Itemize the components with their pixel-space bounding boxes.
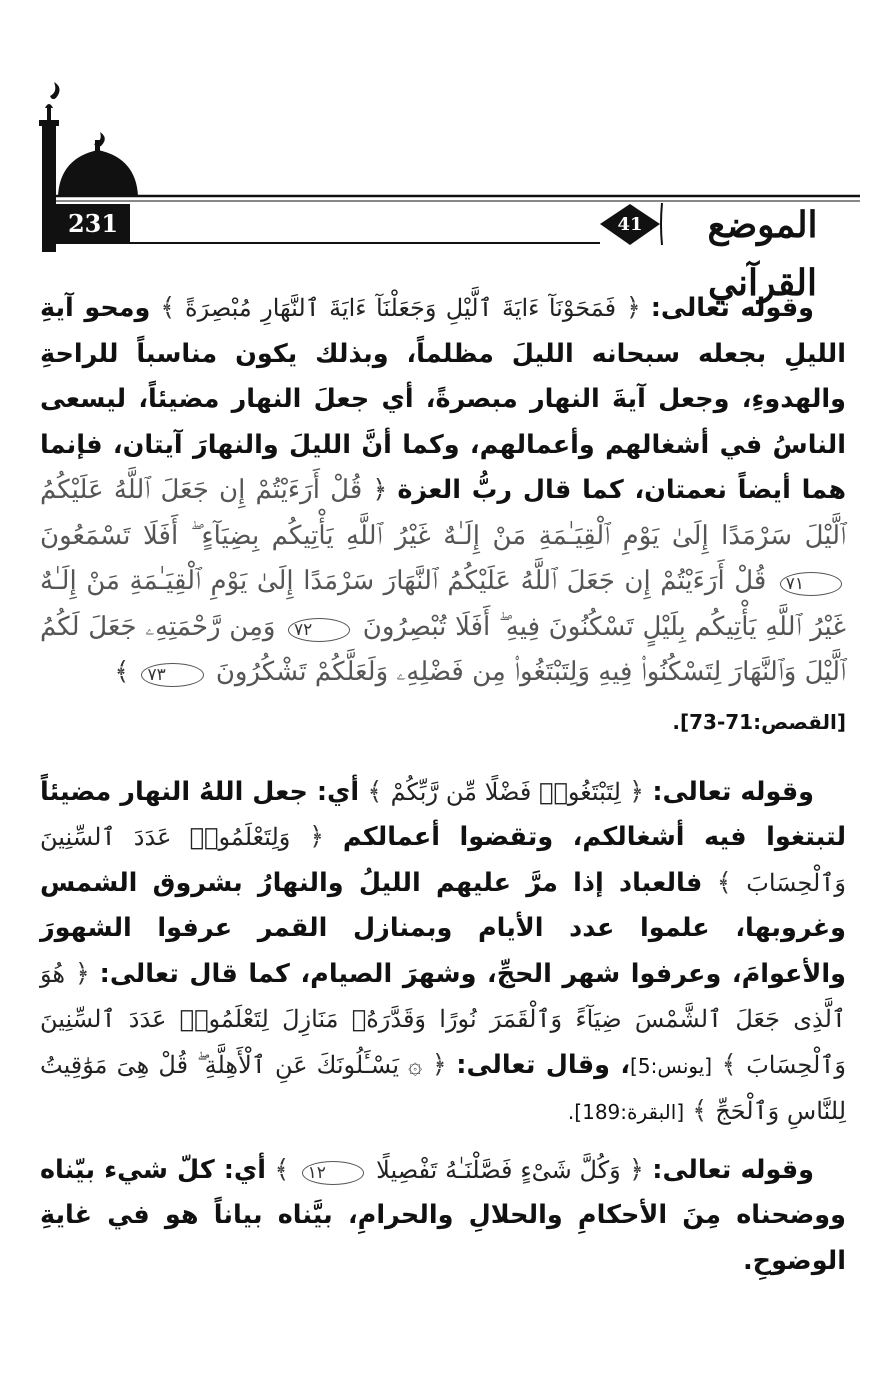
verse-number: ١٢: [302, 1161, 364, 1185]
paragraph-text: فالعباد إذا مرَّ عليهم الليلُ والنهارُ بشروق الشمس وغروبها، علموا عدد الأيام وبمنازل القمر عرفوا الشهورَ والأعوامَ، وعرفوا شهر الحجِّ، وشهرَ الصيام، كما قال تعالى:: [40, 867, 847, 989]
quran-verse-72: قُلْ أَرَءَيْتُمْ إِن جَعَلَ ٱللَّهُ عَلَيْكُمُ ٱلنَّهَارَ سَرْمَدًا إِلَىٰ يَوْمِ ٱلْقِيَـٰمَةِ مَنْ إِلَـٰهٌ غَيْرُ ٱللَّهِ يَأْتِيكُم بِلَيْلٍ تَسْكُنُونَ فِيهِ ۖ أَفَلَا تُبْصِرُونَ: [40, 566, 846, 642]
quran-verse: لِتَبْتَغُوا۟ فَضْلًا مِّن رَّبِّكُمْ: [390, 777, 621, 806]
verse-open-bracket: ﴿: [625, 293, 641, 323]
intro-text: وقوله تعالى:: [652, 1154, 815, 1185]
verse-close-bracket: ﴾: [274, 1154, 290, 1185]
quran-verse: وَلِتَعْلَمُوا۟ عَدَدَ ٱلسِّنِينَ وَٱلْحِسَابَ: [40, 823, 847, 897]
page-number: 231: [67, 209, 119, 238]
chapter-number: 41: [617, 214, 643, 235]
verse-number: ٧٣: [141, 663, 203, 687]
verse-close-bracket: ﴾: [160, 293, 176, 323]
verse-close-bracket: ﴾: [367, 776, 383, 807]
verse-open-bracket: ﴿: [74, 958, 90, 989]
reference: [يونس:5]: [630, 1053, 713, 1078]
quran-verse: ۞ يَسْـَٔلُونَكَ عَنِ ٱلْأَهِلَّةِ ۖ قُلْ هِىَ مَوَٰقِيتُ لِلنَّاسِ وَٱلْحَجِّ: [40, 1050, 846, 1125]
verse-close-bracket: ﴾: [692, 1096, 708, 1126]
book-title: الموضع القرآني: [707, 204, 818, 304]
quran-verse-71: قُلْ أَرَءَيْتُمْ إِن جَعَلَ ٱللَّهُ عَلَيْكُمُ ٱلَّيْلَ سَرْمَدًا إِلَىٰ يَوْمِ ٱلْقِيَـٰمَةِ مَنْ إِلَـٰهٌ غَيْرُ ٱللَّهِ يَأْتِيكُم بِضِيَآءٍ ۖ أَفَلَا تَسْمَعُونَ: [40, 475, 846, 551]
dome-icon: [58, 132, 138, 196]
intro-text: وقوله تعالى:: [652, 776, 815, 807]
verse-number: ٧٢: [288, 618, 350, 642]
verse-close-bracket: ﴾: [716, 867, 732, 898]
paragraph-text: أي: كلّ شيء بيّناه ووضحناه مِنَ الأحكامِ والحلالِ والحرامِ، بيَّناه بياناً هو في غايةِ الوضوحِ.: [40, 1154, 846, 1276]
verse-open-bracket: ﴿: [629, 1154, 644, 1185]
verse-open-bracket: ﴿: [309, 822, 325, 852]
verse-open-bracket: ﴿: [372, 475, 388, 505]
intro-text: وقوله تعالى:: [650, 293, 815, 323]
paragraph-1: [40, 286, 846, 696]
quran-verse: فَمَحَوْنَآ ءَايَةَ ٱلَّيْلِ وَجَعَلْنَآ ءَايَةَ ٱلنَّهَارِ مُبْصِرَةً: [185, 294, 617, 322]
verse-close-bracket: ﴾: [114, 657, 130, 687]
quran-verse: هُوَ ٱلَّذِى جَعَلَ ٱلشَّمْسَ ضِيَآءً وَٱلْقَمَرَ نُورًا وَقَدَّرَهُۥ مَنَازِلَ لِتَعْلَمُوا۟ عَدَدَ ٱلسِّنِينَ وَٱلْحِسَابَ: [40, 959, 846, 1079]
paragraph-2: [40, 770, 846, 1136]
page-body: [40, 286, 846, 1284]
paragraph-text: ، وقال تعالى:: [456, 1049, 631, 1080]
paragraph-text: أي: جعل اللهُ النهار مضيئاً لتبتغوا فيه أشغالكم، وتقضوا أعمالكم: [40, 776, 847, 852]
quran-verse: وَكُلَّ شَىْءٍ فَصَّلْنَـٰهُ تَفْصِيلًا: [376, 1155, 621, 1184]
paragraph-text: ومحو آيةِ الليلِ بجعله سبحانه الليلَ مظلماً، وبذلك يكون مناسباً للراحةِ والهدوءِ، وجعل آيةَ النهار مبصرةً، أي جعلَ النهار مضيئاً، ليسعى الناسُ في أشغالهم وأعمالهم، وكما أنَّ الليلَ والنهارَ آيتان، فإنما هما أيضاً نعمتان، كما قال ربُّ العزة: [40, 293, 847, 505]
reference: [البقرة:189].: [567, 1100, 685, 1124]
verse-open-bracket: ﴿: [629, 776, 645, 807]
verse-number: ٧١: [780, 572, 842, 596]
verse-close-bracket: ﴾: [721, 1049, 737, 1080]
quran-verse-73: وَمِن رَّحْمَتِهِۦ جَعَلَ لَكُمُ ٱلَّيْلَ وَٱلنَّهَارَ لِتَسْكُنُوا۟ فِيهِ وَلِتَبْتَغُوا۟ مِن فَضْلِهِۦ وَلَعَلَّكُمْ تَشْكُرُونَ: [40, 611, 846, 687]
citation: [القصص:71-73].: [672, 709, 846, 734]
verse-open-bracket: ﴿: [431, 1049, 447, 1080]
paragraph-3: [40, 1148, 846, 1285]
page-header: [0, 0, 881, 304]
